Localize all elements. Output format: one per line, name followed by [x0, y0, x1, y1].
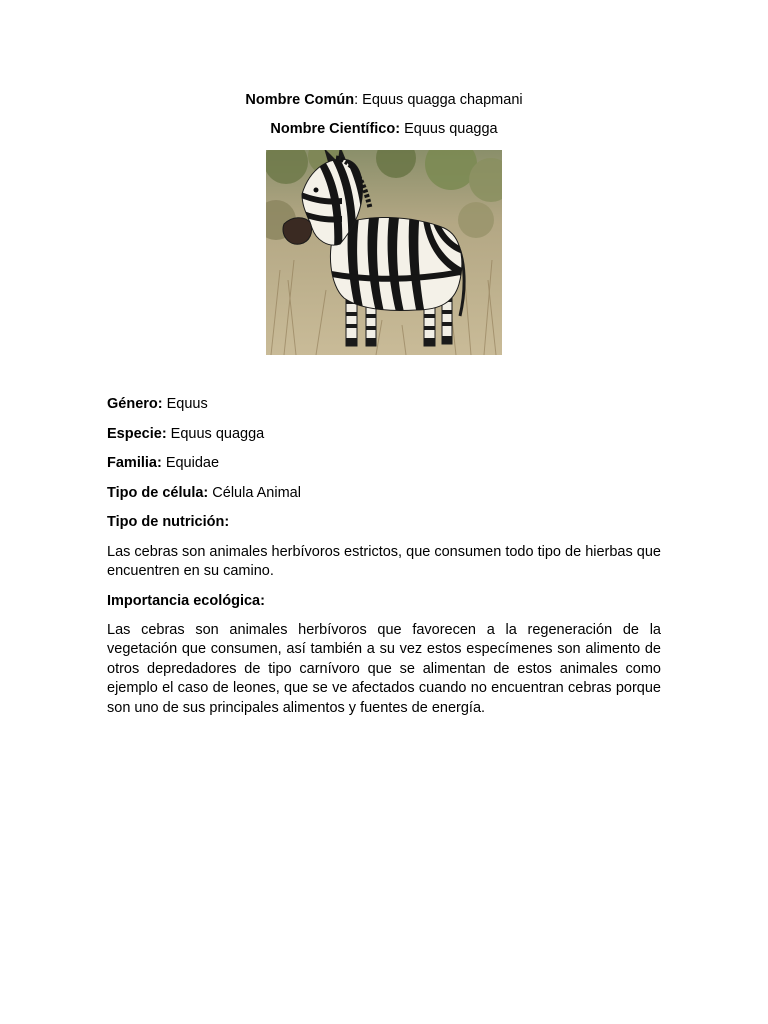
tipo-nutricion-heading [107, 513, 229, 531]
tipo-celula-value: Célula Animal [208, 485, 301, 501]
importancia-ecologica-label: Importancia ecológica: [107, 593, 265, 609]
especie-field [107, 425, 264, 443]
especie-value: Equus quagga [166, 426, 265, 442]
common-name-line [0, 91, 768, 109]
common-name-value: : Equus quagga chapmani [354, 92, 523, 108]
familia-field [107, 454, 219, 472]
scientific-name-value: Equus quagga [400, 121, 498, 137]
importancia-ecologica-heading [107, 592, 265, 610]
common-name-label: Nombre Común [245, 92, 355, 108]
importancia-ecologica-paragraph: Las cebras son animales herbívoros que favorecen a la regeneración de la vegetación que consumen, así también a su vez estos especímenes son alimento de otros depredadores de tipo carnívoro que se alimentan de estos animales como ejemplo el caso de leones, que se ve afectados cuando no encuentran cebras porque son uno de sus principales alimentos y fuentes de energía. [107, 622, 661, 716]
genero-field [107, 395, 208, 413]
scientific-name-line [0, 120, 768, 138]
familia-value: Equidae [161, 455, 220, 471]
tipo-celula-field [107, 484, 301, 502]
genero-value: Equus [162, 396, 208, 412]
tipo-nutricion-paragraph: Las cebras son animales herbívoros estrictos, que consumen todo tipo de hierbas que encuentren en su camino. [107, 544, 661, 580]
tipo-celula-label: Tipo de célula: [107, 485, 209, 501]
zebra-photo [266, 150, 502, 355]
familia-label: Familia: [107, 455, 162, 471]
scientific-name-label: Nombre Científico: [270, 121, 401, 137]
genero-label: Género: [107, 396, 163, 412]
tipo-nutricion-label: Tipo de nutrición: [107, 514, 230, 530]
especie-label: Especie: [107, 426, 167, 442]
